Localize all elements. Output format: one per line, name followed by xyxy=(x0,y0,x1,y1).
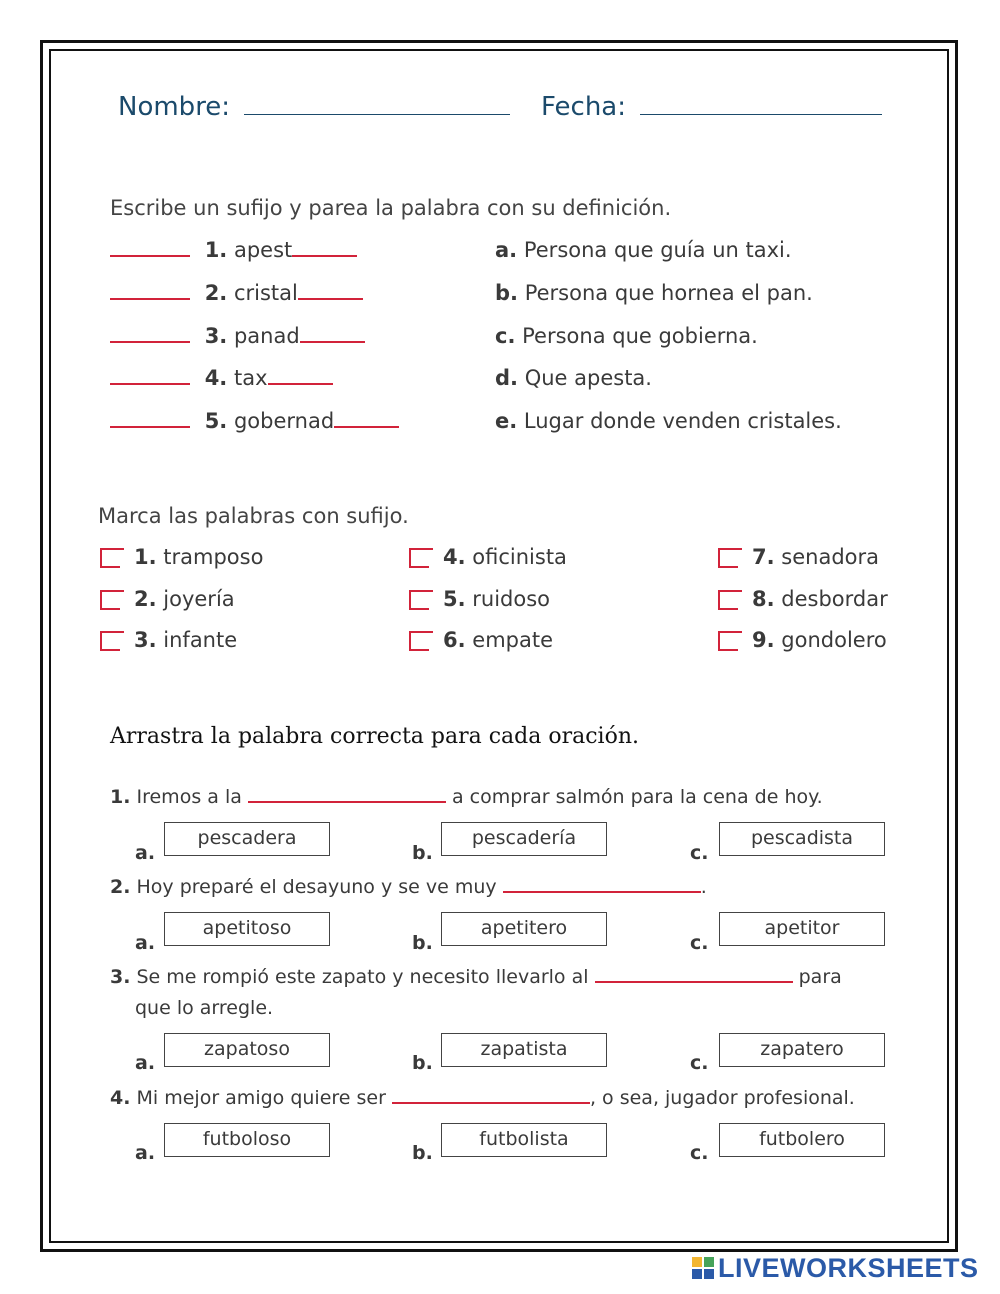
question-text: . xyxy=(700,876,707,898)
question xyxy=(110,1087,855,1109)
draggable-word[interactable]: pescadería xyxy=(441,822,607,856)
answer-drop-zone[interactable] xyxy=(248,800,446,803)
item-word: tramposo xyxy=(163,545,264,569)
match-word-row xyxy=(110,281,363,305)
word-stem: apest xyxy=(233,238,293,262)
option-letter: b. xyxy=(412,932,433,954)
option-letter: a. xyxy=(135,1052,156,1074)
definition-text: Persona que guía un taxi. xyxy=(523,238,792,262)
option-letter: c. xyxy=(690,1052,709,1074)
checkbox-label xyxy=(134,545,263,569)
definition-letter: c. xyxy=(495,324,516,348)
question-text: Se me rompió este zapato y necesito llevarlo al xyxy=(136,966,589,988)
item-number: 7. xyxy=(752,545,775,569)
draggable-word[interactable]: apetitor xyxy=(719,912,885,946)
suffix-input[interactable] xyxy=(292,254,357,257)
question-text: para xyxy=(798,966,842,988)
definition-letter: e. xyxy=(495,409,518,433)
checkbox[interactable] xyxy=(718,631,738,651)
definition-text: Persona que hornea el pan. xyxy=(524,281,813,305)
word-stem: panad xyxy=(233,324,300,348)
match-word-row xyxy=(110,238,357,262)
option-letter: b. xyxy=(412,1142,433,1164)
checkbox-label xyxy=(443,545,567,569)
word-number: 5. xyxy=(204,409,228,433)
definition-text: Que apesta. xyxy=(524,366,652,390)
match-answer-input[interactable] xyxy=(110,425,190,428)
question-number: 1. xyxy=(110,786,131,808)
checkbox-label xyxy=(443,628,553,652)
option-letter: c. xyxy=(690,842,709,864)
item-word: ruidoso xyxy=(472,587,551,611)
option-letter: c. xyxy=(690,932,709,954)
checkbox-label xyxy=(752,545,879,569)
word-number: 3. xyxy=(204,324,228,348)
brand-text: LIVEWORKSHEETS xyxy=(718,1252,979,1283)
checkbox[interactable] xyxy=(718,548,738,568)
draggable-word[interactable]: futbolero xyxy=(719,1123,885,1157)
suffix-input[interactable] xyxy=(300,340,365,343)
item-word: empate xyxy=(472,628,554,652)
checkbox[interactable] xyxy=(100,548,120,568)
name-field xyxy=(118,92,510,122)
draggable-word[interactable]: apetitero xyxy=(441,912,607,946)
question-text-continued: que lo arregle. xyxy=(135,997,274,1019)
section3-title: Arrastra la palabra correcta para cada oración. xyxy=(110,724,639,749)
draggable-word[interactable]: pescadera xyxy=(164,822,330,856)
match-word-row xyxy=(110,366,333,390)
item-number: 1. xyxy=(134,545,157,569)
question-text: Mi mejor amigo quiere ser xyxy=(136,1087,386,1109)
item-number: 5. xyxy=(443,587,466,611)
option-letter: a. xyxy=(135,1142,156,1164)
date-input-line[interactable] xyxy=(640,113,882,115)
item-number: 9. xyxy=(752,628,775,652)
word-stem: tax xyxy=(233,366,268,390)
definition-row xyxy=(495,281,813,305)
date-field xyxy=(541,92,882,122)
section1-instruction: Escribe un sufijo y parea la palabra con su definición. xyxy=(110,196,672,220)
draggable-word[interactable]: futboloso xyxy=(164,1123,330,1157)
item-word: infante xyxy=(163,628,238,652)
checkbox[interactable] xyxy=(409,631,429,651)
match-word-row xyxy=(110,324,365,348)
question xyxy=(110,966,842,988)
question-text: , o sea, jugador profesional. xyxy=(589,1087,855,1109)
word-number: 2. xyxy=(204,281,228,305)
draggable-word[interactable]: zapatero xyxy=(719,1033,885,1067)
item-word: joyería xyxy=(163,587,235,611)
item-word: gondolero xyxy=(781,628,887,652)
option-letter: b. xyxy=(412,842,433,864)
option-letter: a. xyxy=(135,842,156,864)
definition-row xyxy=(495,324,758,348)
match-answer-input[interactable] xyxy=(110,254,190,257)
checkbox[interactable] xyxy=(718,590,738,610)
word-stem: cristal xyxy=(233,281,298,305)
question-text: Iremos a la xyxy=(136,786,242,808)
definition-letter: b. xyxy=(495,281,519,305)
suffix-input[interactable] xyxy=(334,425,399,428)
name-input-line[interactable] xyxy=(244,113,510,115)
match-answer-input[interactable] xyxy=(110,382,190,385)
match-answer-input[interactable] xyxy=(110,340,190,343)
definition-row xyxy=(495,409,842,433)
logo-squares-icon xyxy=(692,1257,714,1279)
question-number: 2. xyxy=(110,876,131,898)
question xyxy=(110,876,707,898)
checkbox[interactable] xyxy=(409,590,429,610)
answer-drop-zone[interactable] xyxy=(503,890,701,893)
question xyxy=(110,786,823,808)
option-letter: b. xyxy=(412,1052,433,1074)
definition-row xyxy=(495,238,792,262)
section2-instruction: Marca las palabras con sufijo. xyxy=(98,504,409,528)
word-stem: gobernad xyxy=(233,409,335,433)
item-word: senadora xyxy=(781,545,880,569)
definition-text: Lugar donde venden cristales. xyxy=(523,409,842,433)
draggable-word[interactable]: apetitoso xyxy=(164,912,330,946)
item-number: 3. xyxy=(134,628,157,652)
question-number: 3. xyxy=(110,966,131,988)
item-word: desbordar xyxy=(781,587,888,611)
word-number: 1. xyxy=(204,238,228,262)
checkbox-label xyxy=(134,587,235,611)
answer-drop-zone[interactable] xyxy=(392,1101,590,1104)
question-text: Hoy preparé el desayuno y se ve muy xyxy=(136,876,497,898)
question-number: 4. xyxy=(110,1087,131,1109)
definition-row xyxy=(495,366,652,390)
answer-drop-zone[interactable] xyxy=(595,980,793,983)
option-letter: a. xyxy=(135,932,156,954)
draggable-word[interactable]: zapatista xyxy=(441,1033,607,1067)
option-letter: c. xyxy=(690,1142,709,1164)
match-answer-input[interactable] xyxy=(110,297,190,300)
item-number: 2. xyxy=(134,587,157,611)
suffix-input[interactable] xyxy=(268,382,333,385)
definition-text: Persona que gobierna. xyxy=(522,324,758,348)
match-word-row xyxy=(110,409,399,433)
liveworksheets-logo xyxy=(692,1253,979,1283)
draggable-word[interactable]: pescadista xyxy=(719,822,885,856)
word-number: 4. xyxy=(204,366,228,390)
checkbox-label xyxy=(134,628,237,652)
checkbox[interactable] xyxy=(100,631,120,651)
name-label: Nombre: xyxy=(118,92,231,122)
definition-letter: a. xyxy=(495,238,518,262)
suffix-input[interactable] xyxy=(298,297,363,300)
item-number: 8. xyxy=(752,587,775,611)
draggable-word[interactable]: futbolista xyxy=(441,1123,607,1157)
item-number: 6. xyxy=(443,628,466,652)
checkbox[interactable] xyxy=(409,548,429,568)
date-label: Fecha: xyxy=(541,92,626,122)
checkbox-label xyxy=(752,628,887,652)
item-word: oficinista xyxy=(472,545,567,569)
definition-letter: d. xyxy=(495,366,519,390)
item-number: 4. xyxy=(443,545,466,569)
question-text: a comprar salmón para la cena de hoy. xyxy=(451,786,823,808)
checkbox-label xyxy=(443,587,550,611)
draggable-word[interactable]: zapatoso xyxy=(164,1033,330,1067)
checkbox-label xyxy=(752,587,888,611)
checkbox[interactable] xyxy=(100,590,120,610)
